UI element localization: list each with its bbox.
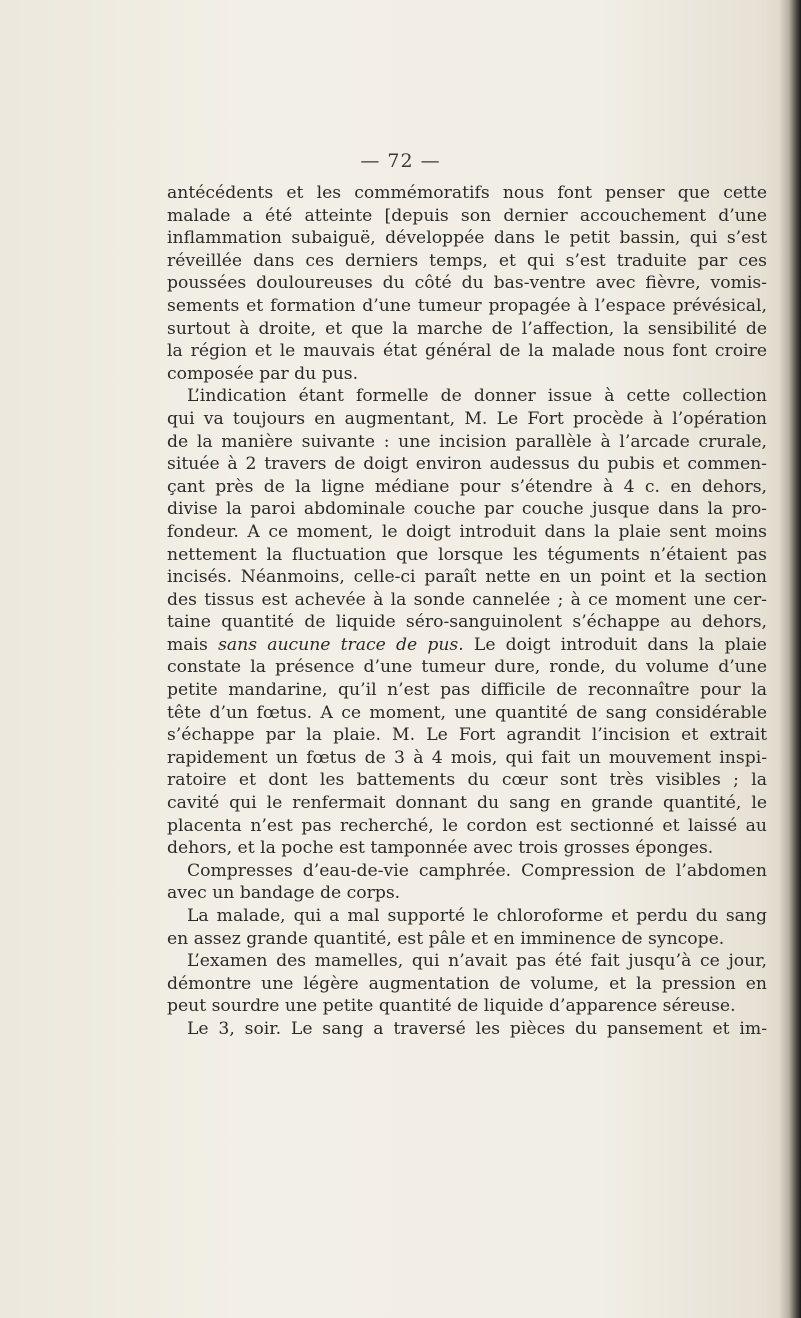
- text-line-content: tête d’un fœtus. A ce moment, une quantité de sang considérable: [167, 702, 767, 723]
- text-line-content: s’échappe par la plaie. M. Le Fort agrandit l’incision et extrait: [167, 725, 767, 746]
- text-line-content: incisés. Néanmoins, celle-ci paraît nette en un point et la section: [167, 567, 767, 588]
- text-line-content: L’indication étant formelle de donner issue à cette collection: [187, 386, 767, 407]
- text-line: [167, 566, 767, 589]
- text-line-content: sements et formation d’une tumeur propagée à l’espace prévésical,: [167, 295, 767, 316]
- text-line: [167, 227, 767, 250]
- text-line: [167, 205, 767, 228]
- text-line: [167, 769, 767, 792]
- text-line-content: de la manière suivante : une incision parallèle à l’arcade crurale,: [167, 431, 767, 452]
- text-line-content: petite mandarine, qu’il n’est pas difficile de reconnaître pour la: [167, 680, 767, 701]
- text-line-content: nettement la fluctuation que lorsque les téguments n’étaient pas: [167, 544, 767, 565]
- text-line: [167, 182, 767, 205]
- text-line: [167, 837, 767, 860]
- text-line: [167, 995, 767, 1018]
- text-line-content: qui va toujours en augmentant, M. Le Fort procède à l’opération: [167, 408, 767, 429]
- text-line-content: divise la paroi abdominale couche par couche jusque dans la pro-: [167, 499, 767, 520]
- text-line: [167, 431, 767, 454]
- text-line: [167, 476, 767, 499]
- text-line-content: la région et le mauvais état général de la malade nous font croire: [167, 341, 767, 362]
- text-line-content: antécédents et les commémoratifs nous font penser que cette: [167, 183, 767, 203]
- text-line: [167, 589, 767, 612]
- text-line-content: surtout à droite, et que la marche de l’affection, la sensibilité de: [167, 318, 767, 339]
- text-line-content: peut sourdre une petite quantité de liquide d’apparence séreuse.: [167, 996, 736, 1017]
- text-line: [167, 453, 767, 476]
- text-line: [167, 408, 767, 431]
- text-line-content: Le 3, soir. Le sang a traversé les pièces du pansement et im-: [187, 1018, 767, 1039]
- text-line: [167, 385, 767, 408]
- text-line: [167, 679, 767, 702]
- text-line: [167, 815, 767, 838]
- text-line-content: des tissus est achevée à la sonde cannelée ; à ce moment une cer-: [167, 589, 767, 610]
- text-line: [167, 973, 767, 996]
- text-line: [167, 611, 767, 634]
- text-line-content: mais: [167, 634, 208, 655]
- text-line: [167, 747, 767, 770]
- text-line: [167, 250, 767, 273]
- text-line-content: fondeur. A ce moment, le doigt introduit dans la plaie sent moins: [167, 521, 767, 542]
- italic-phrase: sans aucune trace de pus.: [218, 634, 464, 655]
- text-line-content: composée par du pus.: [167, 363, 359, 384]
- text-line-content: avec un bandage de corps.: [167, 883, 401, 904]
- text-line: [167, 295, 767, 318]
- text-line: [167, 860, 767, 883]
- text-line: [167, 498, 767, 521]
- text-line-content: constate la présence d’une tumeur dure, ronde, du volume d’une: [167, 657, 767, 678]
- text-line-content: ratoire et dont les battements du cœur sont très visibles ; la: [167, 770, 767, 791]
- text-line: [167, 634, 767, 657]
- text-line-content: démontre une légère augmentation de volume, et la pression en: [167, 973, 767, 994]
- text-line-continuation: Le doigt introduit dans la plaie: [473, 634, 767, 655]
- text-line-content: en assez grande quantité, est pâle et en imminence de syncope.: [167, 928, 725, 949]
- text-line: [167, 702, 767, 725]
- text-line-content: Compresses d’eau-de-vie camphrée. Compression de l’abdomen: [187, 860, 767, 881]
- text-line: [167, 521, 767, 544]
- text-line: [167, 724, 767, 747]
- text-line: [167, 905, 767, 928]
- text-line: [167, 272, 767, 295]
- text-line: [167, 928, 767, 951]
- text-line: [167, 950, 767, 973]
- text-line: [167, 363, 767, 386]
- body-text: [167, 182, 767, 1041]
- text-line-content: çant près de la ligne médiane pour s’étendre à 4 c. en dehors,: [167, 476, 767, 497]
- text-line-content: poussées douloureuses du côté du bas-ventre avec fièvre, vomis-: [167, 273, 767, 294]
- text-line-content: taine quantité de liquide séro-sanguinolent s’échappe au dehors,: [167, 612, 767, 633]
- page-number: — 72 —: [360, 150, 441, 172]
- text-line: [167, 656, 767, 679]
- text-line-content: placenta n’est pas recherché, le cordon est sectionné et laissé au: [167, 815, 767, 836]
- text-line-content: La malade, qui a mal supporté le chloroforme et perdu du sang: [187, 906, 767, 926]
- text-line-content: inflammation subaiguë, développée dans le petit bassin, qui s’est: [167, 228, 767, 249]
- text-line: [167, 882, 767, 905]
- text-line-content: L’examen des mamelles, qui n’avait pas été fait jusqu’à ce jour,: [187, 951, 767, 972]
- page-edge-shadow: [779, 0, 801, 1318]
- text-line-content: cavité qui le renfermait donnant du sang en grande quantité, le: [167, 793, 767, 814]
- text-line-content: malade a été atteinte [depuis son dernier accouchement d’une: [167, 205, 767, 226]
- text-line-content: réveillée dans ces derniers temps, et qui s’est traduite par ces: [167, 250, 767, 271]
- text-line: [167, 340, 767, 363]
- text-line: [167, 1018, 767, 1041]
- text-line: [167, 318, 767, 341]
- text-line-content: rapidement un fœtus de 3 à 4 mois, qui fait un mouvement inspi-: [167, 747, 767, 768]
- text-line: [167, 792, 767, 815]
- text-line-content: située à 2 travers de doigt environ audessus du pubis et commen-: [167, 454, 767, 475]
- text-line-content: dehors, et la poche est tamponnée avec trois grosses éponges.: [167, 838, 714, 859]
- text-line: [167, 544, 767, 567]
